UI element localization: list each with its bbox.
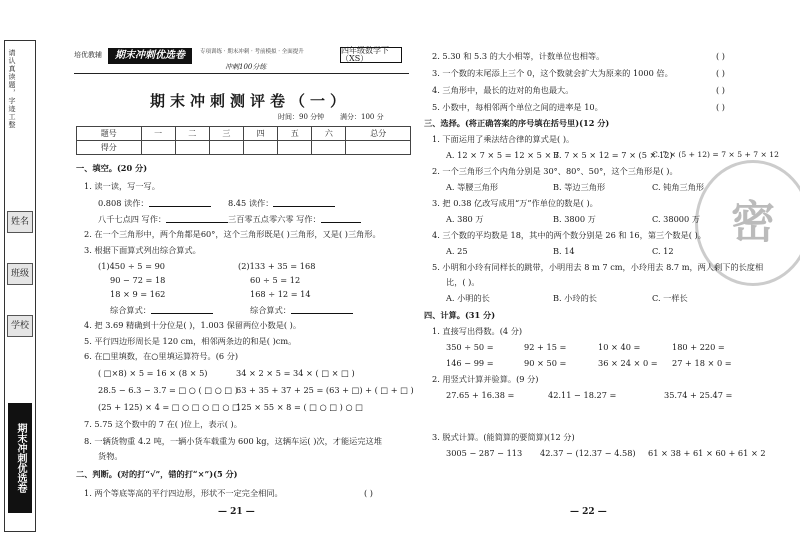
- q6f: 125 × 55 × 8 = ( □ ○ □ ) ○ □: [236, 402, 363, 412]
- choice-4: 4. 三个数的平均数是 18，其中的两个数分别是 26 和 16，第三个数是( )。: [432, 230, 706, 240]
- full-score: 满分：100 分: [340, 113, 384, 121]
- judge-paren[interactable]: ( ): [716, 102, 725, 112]
- calc-item: 180 + 220 =: [672, 342, 725, 352]
- choice-option: A. 380 万: [446, 214, 484, 224]
- q3a-line: 90 − 72 = 18: [110, 275, 166, 285]
- calc-item: 3005 − 287 − 113: [446, 448, 523, 458]
- calc-item: 92 + 15 =: [524, 342, 567, 352]
- choice-option: B. 等边三角形: [553, 182, 606, 192]
- calc-1: 1. 直接写出得数。(4 分): [432, 326, 523, 336]
- strip-brand: 期末冲刺优选卷: [8, 403, 32, 513]
- choice-option: C. 12: [652, 246, 674, 256]
- calc-item: 27.65 + 16.38 =: [446, 390, 515, 400]
- brand-logo: 期末冲刺优选卷: [108, 48, 192, 64]
- score-cell[interactable]: [209, 141, 243, 155]
- calc-item: 90 × 50 =: [524, 358, 567, 368]
- choice-option: B. 3800 万: [553, 214, 596, 224]
- score-cell[interactable]: [346, 141, 411, 155]
- choice-1: 1. 下面运用了乘法结合律的算式是( )。: [432, 134, 575, 144]
- judge-paren[interactable]: ( ): [716, 68, 725, 78]
- page-title: 期末冲刺测评卷（一）: [150, 92, 351, 110]
- page-number-right: — 22 —: [570, 507, 607, 517]
- q1a: 0.808 读作：: [98, 198, 211, 207]
- choice-5: 5. 小明和小玲有同样长的跳带，小明用去 8 m 7 cm，小玲用去 8.7 m，两人剩下的长度相: [432, 262, 764, 272]
- calc-item: 61 × 38 + 61 × 60 + 61 × 2: [648, 448, 766, 458]
- name-field[interactable]: 姓名: [7, 211, 33, 233]
- calc-item: 42.37 − (12.37 − 4.58): [540, 448, 636, 458]
- header-rule: [74, 73, 409, 74]
- q5: 5. 平行四边形周长是 120 cm，相邻两条边的和是( )cm。: [84, 336, 297, 346]
- q1d: 三百零五点零六零 写作：: [228, 214, 361, 223]
- strip-note: 请认真读题，字迹工整: [8, 49, 16, 129]
- section-2-heading: 二、判断。(对的打“√”，错的打“×”)(5 分): [76, 469, 238, 479]
- calc-item: 35.74 + 25.47 =: [664, 390, 733, 400]
- score-header: 总分: [346, 127, 411, 141]
- q8: 8. 一辆货物重 4.2 吨，一辆小货车载重为 600 kg，这辆车运( )次，才能运完这堆: [84, 436, 382, 446]
- choice-option: A. 25: [446, 246, 468, 256]
- q6d: 63 + 35 + 37 + 25 = (63 + □) + ( □ + □ ): [236, 385, 414, 395]
- judge-paren[interactable]: ( ): [716, 85, 725, 95]
- class-field[interactable]: 班级: [7, 263, 33, 285]
- q3a-line: 18 × 9 = 162: [110, 289, 166, 299]
- q3b-line: 168 ÷ 12 = 14: [250, 289, 311, 299]
- q3b-line: 60 ÷ 5 = 12: [250, 275, 301, 285]
- section-1-heading: 一、填空。(20 分): [76, 163, 148, 173]
- judge-4: 4. 三角形中，最长的边对的角也最大。: [432, 85, 574, 95]
- q1c: 八千七点四 写作：: [98, 214, 228, 223]
- grade-box: 四年级数学下（XS）: [340, 47, 402, 63]
- judge-1: 1. 两个等底等高的平行四边形，形状不一定完全相同。: [84, 488, 283, 498]
- q3: 3. 根据下面算式列出综合算式。: [84, 245, 201, 255]
- section-4-heading: 四、计算。(31 分): [424, 310, 496, 320]
- q6: 6. 在□里填数，在○里填运算符号。(6 分): [84, 351, 239, 361]
- calc-item: 146 − 99 =: [446, 358, 494, 368]
- choice-option: A. 小明的长: [446, 293, 490, 303]
- calc-2: 2. 用竖式计算并验算。(9 分): [432, 374, 539, 384]
- q1b: 8.45 读作：: [228, 198, 335, 207]
- score-header: 六: [312, 127, 346, 141]
- calc-item: 350 ÷ 50 =: [446, 342, 494, 352]
- score-cell[interactable]: [141, 141, 175, 155]
- score-table: [76, 126, 411, 155]
- q3b-answer: 综合算式：: [250, 305, 353, 314]
- q4: 4. 把 3.69 精确到十分位是( )，1.003 保留两位小数是( )。: [84, 320, 302, 330]
- q3a-line: (1)450 ÷ 5 = 90: [98, 261, 165, 271]
- score-row-label: 得分: [77, 141, 142, 155]
- calc-item: 27 + 18 × 0 =: [672, 358, 732, 368]
- choice-2: 2. 一个三角形三个内角分别是 30°、80°、50°，这个三角形是( )。: [432, 166, 678, 176]
- choice-option: B. 小玲的长: [553, 293, 597, 303]
- time-limit: 时间：90 分钟: [278, 113, 325, 121]
- score-cell[interactable]: [243, 141, 277, 155]
- q7: 7. 5.75 这个数中的 7 在( )位上，表示( )。: [84, 419, 242, 429]
- score-cell[interactable]: [312, 141, 346, 155]
- q1: 1. 读一读，写一写。: [84, 181, 160, 191]
- choice-3: 3. 把 0.38 亿改写成用“万”作单位的数是( )。: [432, 198, 598, 208]
- tagline: 专项训练 · 期末冲刺 · 考前模拟 · 全面提升: [200, 49, 304, 55]
- calc-3: 3. 脱式计算。(能简算的要简算)(12 分): [432, 432, 575, 442]
- badge: 冲刺100分练: [225, 63, 267, 71]
- calc-item: 10 × 40 =: [598, 342, 641, 352]
- q6a: ( □×8) × 5 = 16 × (8 × 5): [98, 368, 208, 378]
- choice-option: C. 一样长: [652, 293, 688, 303]
- q6c: 28.5 − 6.3 − 3.7 = □ ○ ( □ ○ □ ): [98, 385, 238, 395]
- score-header: 一: [141, 127, 175, 141]
- section-3-heading: 三、选择。(将正确答案的序号填在括号里)(12 分): [424, 118, 610, 128]
- calc-item: 36 × 24 × 0 =: [598, 358, 658, 368]
- choice-option: C. 钝角三角形: [652, 182, 705, 192]
- score-cell[interactable]: [175, 141, 209, 155]
- score-cell[interactable]: [278, 141, 312, 155]
- seal-stamp: 密: [695, 160, 800, 286]
- calc-item: 42.11 − 18.27 =: [548, 390, 617, 400]
- choice-option: A. 12 × 7 × 5 = 12 × 5 × 7: [446, 150, 560, 160]
- judge-2: 2. 5.30 和 5.3 的大小相等，计数单位也相等。: [432, 51, 605, 61]
- publisher-label: 培优教辅: [74, 51, 102, 59]
- q3b-line: (2)133 + 35 = 168: [238, 261, 316, 271]
- score-header: 五: [278, 127, 312, 141]
- choice-option: A. 等腰三角形: [446, 182, 499, 192]
- choice-5-cont: 比，( )。: [446, 277, 480, 287]
- judge-paren[interactable]: ( ): [364, 488, 373, 498]
- score-header: 题号: [77, 127, 142, 141]
- q8b: 货物。: [98, 451, 123, 461]
- judge-3: 3. 一个数的末尾添上三个 0，这个数就会扩大为原来的 1000 倍。: [432, 68, 673, 78]
- choice-option: C. 7 × (5 + 12) = 7 × 5 + 7 × 12: [652, 150, 779, 159]
- page-number-left: — 21 —: [218, 507, 255, 517]
- score-header: 二: [175, 127, 209, 141]
- q2: 2. 在一个三角形中，两个角都是60°，这个三角形既是( )三角形，又是( )三角形。: [84, 229, 381, 239]
- score-header: 四: [243, 127, 277, 141]
- q3a-answer: 综合算式：: [110, 305, 213, 314]
- score-header: 三: [209, 127, 243, 141]
- choice-option: B. 7 × 5 × 12 = 7 × (5 × 12): [553, 150, 673, 160]
- q6e: (25 + 125) × 4 = □ ○ □ ○ □ ○ □: [98, 402, 240, 412]
- binding-strip: [4, 40, 36, 532]
- choice-option: B. 14: [553, 246, 575, 256]
- school-field[interactable]: 学校: [7, 315, 33, 337]
- judge-5: 5. 小数中，每相邻两个单位之间的进率是 10。: [432, 102, 603, 112]
- judge-paren[interactable]: ( ): [716, 51, 725, 61]
- choice-option: C. 38000 万: [652, 214, 701, 224]
- q6b: 34 × 2 × 5 = 34 × ( □ × □ ): [236, 368, 355, 378]
